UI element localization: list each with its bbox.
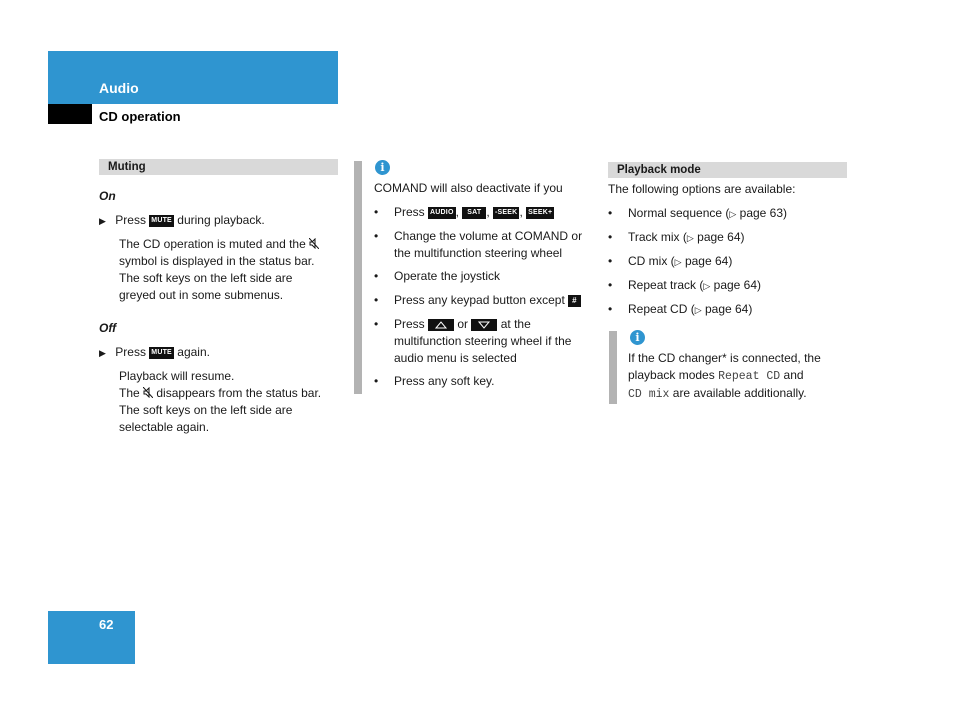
mute-key: MUTE bbox=[149, 215, 174, 227]
step-triangle-icon: ▶ bbox=[99, 216, 106, 226]
subsection-title: CD operation bbox=[99, 109, 181, 124]
deactivate-intro: COMAND will also deactivate if you bbox=[374, 181, 563, 195]
info-icon: i bbox=[630, 330, 645, 345]
section-title: Audio bbox=[99, 80, 139, 96]
mute-speaker-icon bbox=[309, 238, 319, 249]
step-triangle-icon: ▶ bbox=[99, 348, 106, 358]
page-ref-arrow-icon: ▷ bbox=[686, 233, 694, 243]
on-label: On bbox=[99, 189, 116, 203]
on-description: The CD operation is muted and the symbol is displayed in the status bar. The soft keys on the left side are greyed out in some submenus. bbox=[119, 236, 344, 304]
page-ref-arrow-icon: ▷ bbox=[729, 209, 737, 219]
list-item: • Track mix (▷ page 64) bbox=[608, 230, 745, 244]
page-number: 62 bbox=[99, 617, 114, 632]
deactivate-item: • Change the volume at COMAND or the multifunction steering wheel bbox=[374, 229, 583, 260]
seek-forward-key: SEEK+ bbox=[526, 207, 554, 219]
audio-key: AUDIO bbox=[428, 207, 456, 219]
page-number-tab bbox=[48, 611, 135, 664]
playback-list bbox=[608, 205, 848, 325]
list-item: • CD mix (▷ page 64) bbox=[608, 254, 733, 268]
mute-speaker-icon bbox=[143, 387, 153, 398]
seek-back-key: -SEEK bbox=[493, 207, 519, 219]
playback-note: If the CD changer* is connected, the playback modes Repeat CD and CD mix are available additionally. bbox=[628, 351, 821, 401]
header-band bbox=[48, 51, 338, 104]
deactivate-item: • Press any keypad button except # bbox=[374, 292, 599, 309]
deactivate-item: • Press AUDIO , SAT , -SEEK , SEEK+ bbox=[374, 205, 553, 219]
list-item: • Repeat CD (▷ page 64) bbox=[608, 302, 753, 316]
header-tab-marker bbox=[48, 104, 92, 124]
page-ref-arrow-icon: ▷ bbox=[674, 257, 682, 267]
volume-down-icon bbox=[471, 319, 497, 331]
off-description: Playback will resume. The disappears from the status bar. The soft keys on the left side are selectable again. bbox=[119, 369, 322, 434]
mute-key: MUTE bbox=[149, 347, 174, 359]
playback-heading: Playback mode bbox=[608, 162, 847, 178]
playback-intro: The following options are available: bbox=[608, 182, 796, 196]
page-ref-arrow-icon: ▷ bbox=[703, 281, 711, 291]
list-item: • Repeat track (▷ page 64) bbox=[608, 278, 762, 292]
muting-heading: Muting bbox=[99, 159, 338, 175]
off-step: ▶ Press MUTE again. bbox=[99, 345, 210, 359]
deactivate-item: • Operate the joystick bbox=[374, 269, 501, 283]
info-icon: i bbox=[375, 160, 390, 175]
deactivate-item: • Press any soft key. bbox=[374, 374, 495, 388]
note-sidebar bbox=[354, 161, 362, 394]
on-step: ▶ Press MUTE during playback. bbox=[99, 213, 265, 227]
page-ref-arrow-icon: ▷ bbox=[694, 305, 702, 315]
list-item: • Normal sequence (▷ page 63) bbox=[608, 206, 788, 220]
sat-key: SAT bbox=[462, 207, 486, 219]
note-sidebar bbox=[609, 331, 617, 404]
deactivate-item: • Press or at the multifunction steering wheel if the audio menu is selected bbox=[374, 317, 572, 365]
volume-up-icon bbox=[428, 319, 454, 331]
off-label: Off bbox=[99, 321, 117, 335]
hash-key: # bbox=[568, 295, 581, 307]
